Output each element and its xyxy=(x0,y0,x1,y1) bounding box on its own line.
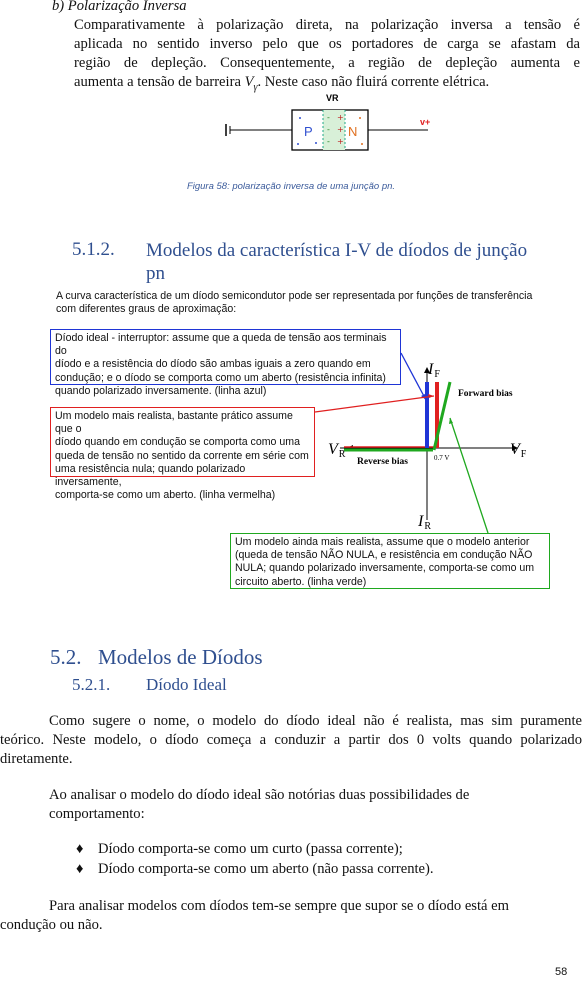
intro-line: com diferentes graus de aproximação: xyxy=(56,302,237,315)
vplus-label: v+ xyxy=(420,117,431,127)
axis-letter: V xyxy=(328,441,338,458)
figure58-caption: Figura 58: polarização inversa de uma junção pn. xyxy=(186,181,396,192)
paragraph-line: Para analisar modelos com díodos tem-se sempre que supor se o díodo está em xyxy=(49,898,509,914)
charge-symbol: + xyxy=(337,125,344,134)
box-line: condução; e o díodo se comporta como um aberto (resistência infinita) xyxy=(55,371,386,384)
symbol-v: V xyxy=(244,74,254,90)
charge-symbol: - xyxy=(327,125,330,134)
charge-symbol: + xyxy=(337,113,344,122)
section-5-2-number: 5.2. xyxy=(50,645,82,669)
axis-letter: V xyxy=(510,441,520,458)
charge-symbol: - xyxy=(327,113,330,122)
list-item-text: Díodo comporta-se como um curto (passa corrente); xyxy=(98,841,403,857)
paragraph-line: região de depleção. Consequentemente, a região de depleção aumenta e xyxy=(74,55,580,71)
axis-letter: I xyxy=(428,361,434,378)
vr-label: VR xyxy=(326,93,339,103)
green-model-box xyxy=(230,533,550,589)
charge-symbol: + xyxy=(337,137,344,146)
text-span: . Neste caso não fluirá corrente elétrica. xyxy=(257,74,490,90)
box-line: Um modelo mais realista, bastante prático assume que o xyxy=(55,410,293,436)
axis-subscript: F xyxy=(434,369,440,380)
box-line: (queda de tensão NÃO NULA, e resistência em condução NÃO xyxy=(235,549,533,562)
paragraph-possibilities xyxy=(49,786,569,824)
paragraph-line: condução ou não. xyxy=(0,917,103,933)
box-line: Um modelo ainda mais realista, assume que o modelo anterior xyxy=(235,536,530,548)
green-connector-arrow xyxy=(450,418,488,533)
box-line: queda de tensão no sentido da corrente em série com xyxy=(55,449,309,462)
section-5-1-2-title xyxy=(146,239,578,285)
carrier-dot xyxy=(299,117,301,119)
axis-subscript: R xyxy=(338,449,346,460)
box-line: díodo e a resistência do díodo são ambas iguais a zero quando em xyxy=(55,358,371,371)
box-line: Díodo ideal - interruptor: assume que a queda de tensão aos terminais do xyxy=(55,332,387,358)
list-item-text: Díodo comporta-se como um aberto (não passa corrente). xyxy=(98,861,434,877)
diamond-bullet-icon: ♦ xyxy=(76,861,84,877)
section-5-2-1-number: 5.2.1. xyxy=(72,675,111,694)
arrowhead xyxy=(449,418,453,424)
diamond-bullet-icon: ♦ xyxy=(76,841,84,857)
axis-letter: I xyxy=(418,513,424,530)
forward-bias-label: Forward bias xyxy=(458,389,513,399)
section-5-2-1-title: Díodo Ideal xyxy=(146,675,227,694)
paragraph-line: aplicada no sentido inverso pelo que os portadores de carga se afastam da xyxy=(74,36,580,52)
axis-subscript: F xyxy=(520,449,527,460)
p-region-label: P xyxy=(304,124,313,139)
carrier-dot xyxy=(297,143,299,145)
intro-line: A curva característica de um díodo semicondutor pode ser representada por funções de transferência xyxy=(56,290,533,302)
if-axis-label xyxy=(427,361,440,380)
carrier-dot xyxy=(361,143,363,145)
section-5-2-title: Modelos de Díodos xyxy=(98,645,263,669)
iv-characteristic-graph xyxy=(300,340,540,540)
paragraph-line: diretamente. xyxy=(0,751,73,767)
box-line: uma resistência nula; quando polarizado inversamente, xyxy=(55,462,246,489)
title-line: Modelos da característica I-V de díodos de junção xyxy=(146,240,528,261)
axis-subscript: R xyxy=(424,521,431,532)
box-line: díodo quando em condução se comporta como uma xyxy=(55,436,300,449)
carrier-dot xyxy=(359,117,361,119)
tick-0-7v: 0.7 V xyxy=(434,454,450,462)
box-line: comporta-se como um aberto. (linha vermelha) xyxy=(55,489,276,502)
box-line: quando polarizado inversamente. (linha azul) xyxy=(55,384,267,397)
list-item xyxy=(76,841,403,858)
paragraph-line: Comparativamente à polarização direta, na polarização inversa a tensão é xyxy=(74,17,580,33)
section-b-paragraph xyxy=(74,16,580,97)
vf-axis-label xyxy=(510,441,527,460)
box-line: circuito aberto. (linha verde) xyxy=(235,575,367,588)
ir-axis-label xyxy=(417,513,431,532)
blue-connector-arrow xyxy=(401,353,426,400)
paragraph-line: comportamento: xyxy=(49,806,145,822)
n-region-label: N xyxy=(348,124,358,139)
charge-symbol: - xyxy=(327,137,330,146)
paragraph-line: Ao analisar o modelo do díodo ideal são notórias duas possibilidades de xyxy=(49,787,470,803)
paragraph-line: teórico. Neste modelo, o díodo começa a conduzir a partir dos 0 volts quando polarizado xyxy=(0,732,582,748)
vr-axis-label xyxy=(328,441,346,460)
paragraph-line: Como sugere o nome, o modelo do díodo ideal não é realista, mas sim puramente xyxy=(49,713,582,729)
section-b-title: b) Polarização Inversa xyxy=(52,0,187,14)
text-span: aumenta a tensão de barreira xyxy=(74,74,245,90)
paragraph-analysis xyxy=(0,897,582,935)
figure58-junction-diagram xyxy=(220,88,440,158)
paragraph-ideal-model xyxy=(0,712,582,769)
section-5-1-2-number: 5.1.2. xyxy=(72,239,115,260)
page-number: 58 xyxy=(555,966,568,978)
iv-intro-text xyxy=(56,290,532,315)
red-model-box xyxy=(50,407,315,502)
carrier-dot xyxy=(315,142,317,144)
symbol-gamma: γ xyxy=(253,81,258,93)
list-item xyxy=(76,861,434,878)
arrowhead xyxy=(428,394,434,398)
title-line: pn xyxy=(146,263,165,284)
reverse-bias-label: Reverse bias xyxy=(357,457,408,467)
box-line: NULA; quando polarizado inversamente, comporta-se como um xyxy=(235,562,535,575)
red-connector-arrow xyxy=(315,396,434,412)
